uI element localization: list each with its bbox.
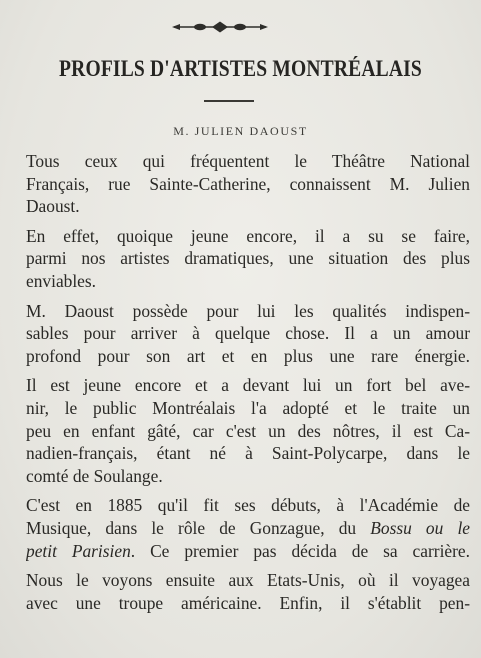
text-line: sables pour arriver à quelque chose. Il a un amour [26,323,470,344]
text-line: nir, le public Montréalais l'a adopté et le traite un [26,397,470,418]
text-line: Tous ceux qui fréquentent le Théâtre National [26,151,470,171]
text-line: M. Daoust possède pour lui les qualités indispen- [26,300,470,321]
italic-title-segment: petit Parisien [26,540,131,561]
paragraph-4 [26,374,470,487]
paragraph-5 [26,494,470,562]
paragraph-6 [26,569,470,614]
text-line: profond pour son art et en plus une rare énergie. [26,345,470,366]
text-line: nadien-français, étant né à Saint-Polycarpe, dans le [26,443,470,464]
article-title: PROFILS D'ARTISTES MONTRÉALAIS [59,56,422,81]
text-line: parmi nos artistes dramatiques, une situation des plus [26,248,470,269]
article-body [26,150,470,621]
text-line: Nous le voyons ensuite aux Etats-Unis, où il voyagea [26,570,470,591]
text-line [26,540,470,563]
text-line [26,517,470,540]
text-line: Daoust. [26,196,80,217]
text-line: avec une troupe américaine. Enfin, il s'établit pen- [26,592,470,613]
text-line: peu en enfant gâté, car c'est un des nôtres, il est Ca- [26,420,470,441]
text-line: C'est en 1885 qu'il fit ses débuts, à l'Académie de [26,495,470,516]
text-line: Français, rue Sainte-Catherine, connaissent M. Julien [26,173,470,194]
text-line: En effet, quoique jeune encore, il a su se faire, [26,225,470,246]
decorative-ornament [170,20,270,34]
text-line: comté de Soulange. [26,465,163,486]
paragraph-3 [26,300,470,368]
text-segment: . Ce premier pas décida de sa carrière. [130,540,470,561]
italic-title-segment: Bossu ou le [370,517,470,538]
paragraph-1 [26,150,470,218]
text-line: enviables. [26,270,97,291]
text-segment: Musique, dans le rôle de Gonzague, du [26,517,371,538]
article-byline: M. JULIEN DAOUST [173,124,308,138]
paragraph-2 [26,225,470,293]
title-divider [204,100,254,102]
text-line: Il est jeune encore et a devant lui un fort bel ave- [26,375,470,396]
